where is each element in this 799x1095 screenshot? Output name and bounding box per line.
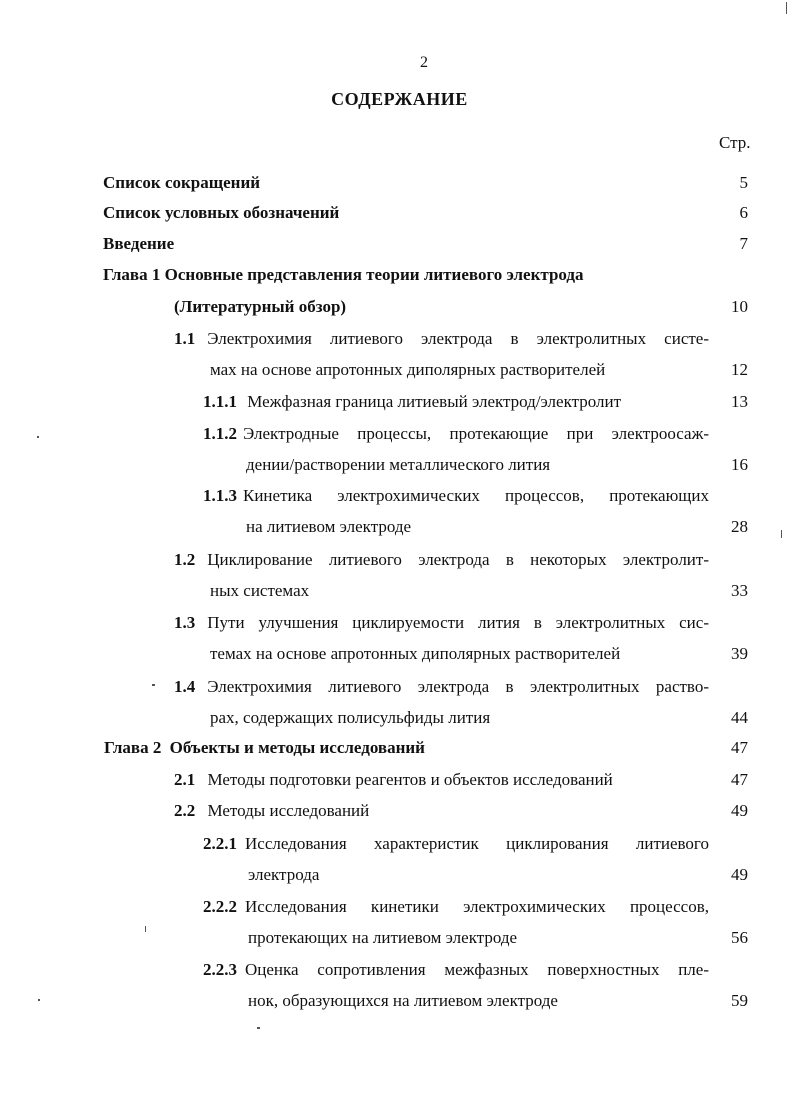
toc-subsection-line bbox=[203, 834, 709, 854]
scan-speck bbox=[152, 684, 155, 686]
toc-entry-title: Основные представления теории литиевого электрода bbox=[164, 265, 584, 284]
toc-subsection-line bbox=[203, 897, 709, 917]
toc-entry-title: Электродные процессы, протекающие при электроосаж- bbox=[243, 424, 709, 443]
toc-entry-prefix: Глава 1 bbox=[103, 265, 161, 284]
toc-entry-page: 16 bbox=[731, 455, 748, 474]
toc-entry-page: 5 bbox=[739, 173, 748, 192]
toc-entry-title: Список условных обозначений bbox=[103, 203, 340, 222]
toc-entry-title-cont: на литиевом электроде bbox=[246, 517, 412, 536]
toc-entry-number: 1.3 bbox=[174, 613, 196, 632]
toc-entry-page: 10 bbox=[731, 297, 748, 316]
page-title: СОДЕРЖАНИЕ bbox=[331, 89, 468, 109]
toc-entry-number: 1.1.3 bbox=[203, 486, 237, 505]
toc-subsection-line bbox=[203, 392, 621, 412]
toc-entry-title-cont: электрода bbox=[248, 865, 320, 884]
toc-chapter-line bbox=[103, 265, 584, 285]
toc-entry-page: 47 bbox=[731, 770, 748, 789]
toc-section-line bbox=[174, 677, 709, 697]
toc-entry-number: 2.1 bbox=[174, 770, 196, 789]
toc-entry-page: 6 bbox=[739, 203, 748, 222]
toc-section-line bbox=[174, 770, 613, 790]
toc-entry-number: 1.4 bbox=[174, 677, 196, 696]
scan-speck bbox=[781, 530, 782, 538]
toc-entry-title: Межфазная граница литиевый электрод/электролит bbox=[247, 392, 622, 411]
toc-entry-number: 2.2 bbox=[174, 801, 196, 820]
scan-speck bbox=[786, 2, 787, 14]
toc-entry-title-cont: темах на основе апротонных диполярных растворителей bbox=[210, 644, 621, 663]
toc-entry-page: 13 bbox=[731, 392, 748, 411]
toc-entry-page: 7 bbox=[739, 234, 748, 253]
toc-entry-prefix: Глава 2 bbox=[104, 738, 162, 757]
scan-speck bbox=[38, 999, 40, 1001]
toc-entry-title: Электрохимия литиевого электрода в электролитных систе- bbox=[207, 329, 709, 348]
toc-entry-page: 56 bbox=[731, 928, 748, 947]
toc-entry-number: 1.1.1 bbox=[203, 392, 237, 411]
toc-entry-title: Оценка сопротивления межфазных поверхностных пле- bbox=[245, 960, 709, 979]
toc-entry-title: Исследования характеристик циклирования литиевого bbox=[245, 834, 709, 853]
scan-speck bbox=[37, 436, 39, 438]
toc-section-line bbox=[174, 613, 709, 633]
toc-entry-title-cont: мах на основе апротонных диполярных растворителей bbox=[210, 360, 606, 379]
toc-entry-page: 28 bbox=[731, 517, 748, 536]
toc-entry-page: 59 bbox=[731, 991, 748, 1010]
scan-speck bbox=[145, 926, 146, 932]
toc-subsection-line bbox=[203, 960, 709, 980]
toc-entry-title: Пути улучшения циклируемости лития в электролитных сис- bbox=[207, 613, 709, 632]
toc-entry-number: 1.1 bbox=[174, 329, 196, 348]
toc-entry-title: Список сокращений bbox=[103, 173, 261, 192]
toc-entry-page: 44 bbox=[731, 708, 748, 727]
toc-entry-page: 12 bbox=[731, 360, 748, 379]
toc-entry-title: Введение bbox=[103, 234, 175, 253]
toc-subsection-line bbox=[203, 424, 709, 444]
page-number: 2 bbox=[420, 54, 428, 71]
toc-entry-title: Объекты и методы исследований bbox=[169, 738, 425, 757]
toc-entry-page: 39 bbox=[731, 644, 748, 663]
toc-section-line bbox=[174, 550, 709, 570]
page-column-header: Стр. bbox=[719, 133, 751, 152]
toc-entry-number: 2.2.2 bbox=[203, 897, 237, 916]
toc-entry-title: Кинетика электрохимических процессов, протекающих bbox=[243, 486, 709, 505]
toc-chapter-line bbox=[104, 738, 425, 758]
toc-section-line bbox=[174, 801, 369, 821]
toc-entry-title-cont: дении/растворении металлического лития bbox=[246, 455, 551, 474]
toc-entry-number: 2.2.1 bbox=[203, 834, 237, 853]
toc-section-line bbox=[174, 329, 709, 349]
toc-entry-number: 1.2 bbox=[174, 550, 196, 569]
toc-entry-title-cont: (Литературный обзор) bbox=[174, 297, 347, 316]
toc-subsection-line bbox=[203, 486, 709, 506]
scan-speck bbox=[257, 1027, 260, 1029]
toc-entry-title-cont: рах, содержащих полисульфиды лития bbox=[210, 708, 491, 727]
toc-entry-title: Циклирование литиевого электрода в некоторых электролит- bbox=[207, 550, 709, 569]
toc-entry-page: 49 bbox=[731, 801, 748, 820]
toc-entry-title: Электрохимия литиевого электрода в электролитных раство- bbox=[207, 677, 709, 696]
toc-entry-number: 2.2.3 bbox=[203, 960, 237, 979]
toc-entry-page: 49 bbox=[731, 865, 748, 884]
toc-entry-title-cont: нок, образующихся на литиевом электроде bbox=[248, 991, 558, 1010]
toc-entry-page: 33 bbox=[731, 581, 748, 600]
toc-entry-title: Методы подготовки реагентов и объектов исследований bbox=[207, 770, 613, 789]
toc-entry-number: 1.1.2 bbox=[203, 424, 237, 443]
toc-entry-title-cont: протекающих на литиевом электроде bbox=[248, 928, 518, 947]
toc-entry-title: Методы исследований bbox=[207, 801, 370, 820]
toc-entry-page: 47 bbox=[731, 738, 748, 757]
toc-entry-title: Исследования кинетики электрохимических процессов, bbox=[245, 897, 709, 916]
toc-entry-title-cont: ных системах bbox=[210, 581, 310, 600]
